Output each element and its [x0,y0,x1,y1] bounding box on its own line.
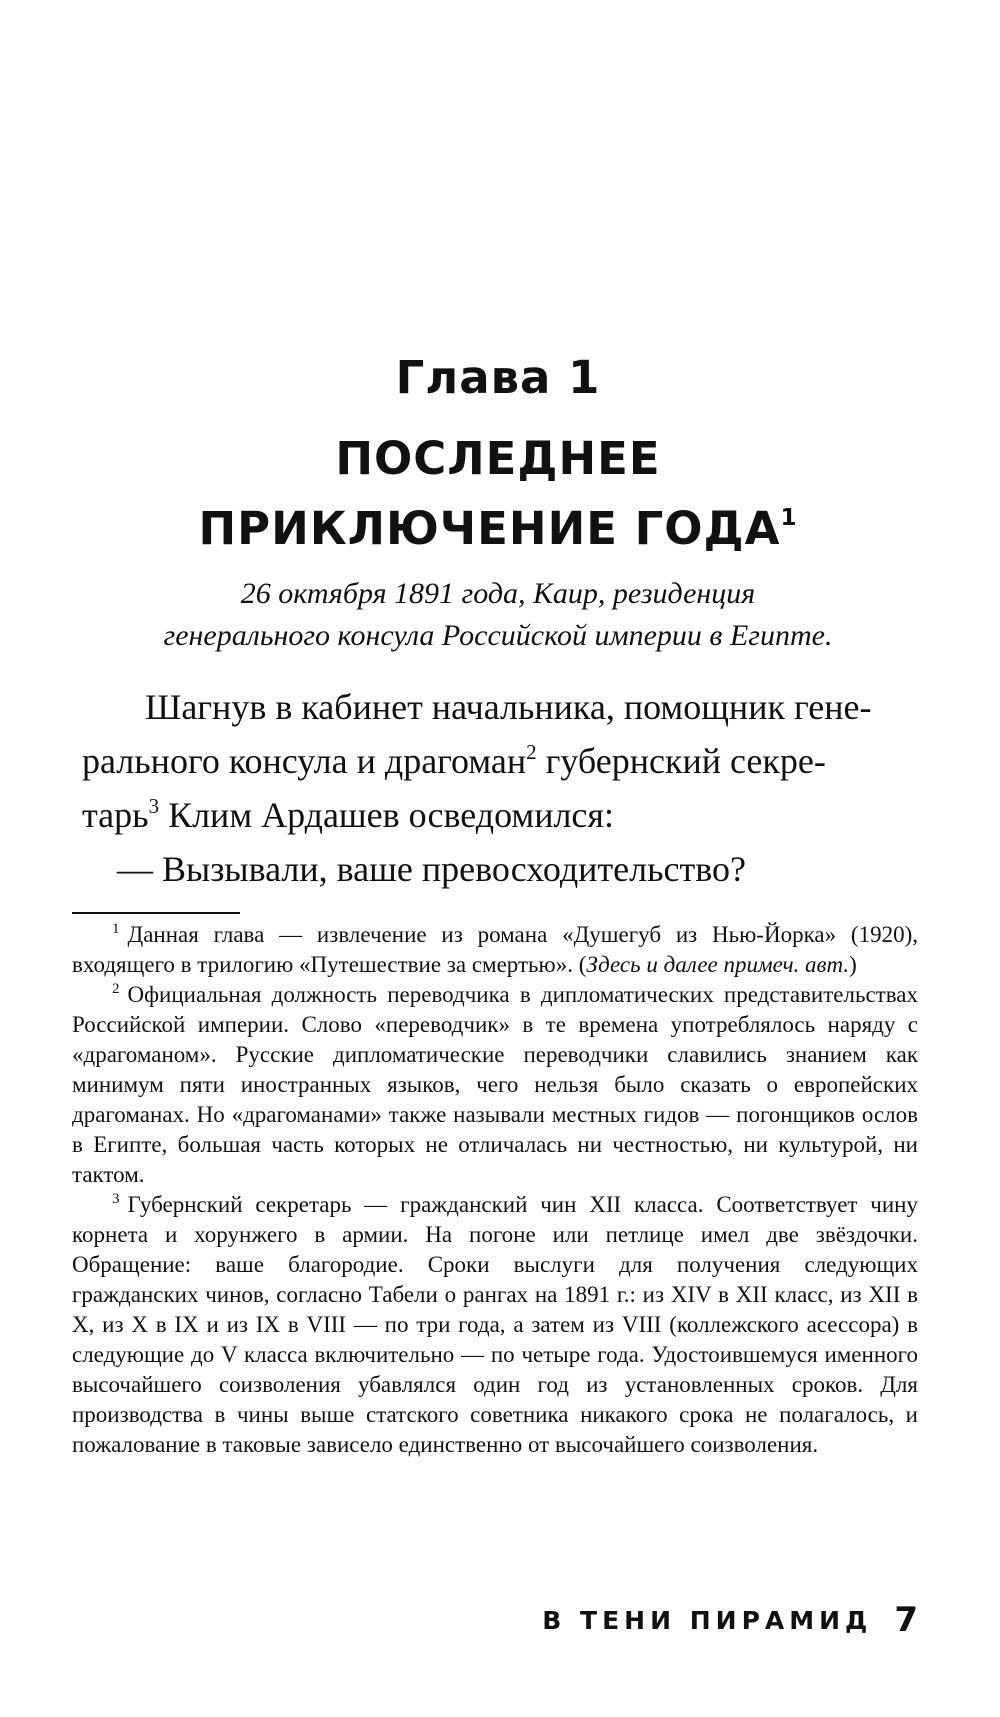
running-footer [0,1600,918,1640]
footnote-number: 1 [112,921,120,937]
running-title: В ТЕНИ ПИРАМИД [542,1605,873,1635]
footnote-italic-note: Здесь и далее примеч. авт. [586,952,850,977]
footnote-number: 2 [112,981,120,997]
body-line-3 [82,788,917,842]
chapter-title-line-1: ПОСЛЕДНЕЕ [335,432,661,485]
footnote-1 [72,920,918,980]
body-line-2 [82,734,917,788]
footnote-2 [72,980,918,1190]
chapter-title-line-2 [0,494,996,564]
footnote-text: Губернский секретарь — гражданский чин XII класса. Соответствует чину корнета и хорунжего в армии. На погоне или петлице имел две звёздочки. Обращение: ваше благородие. Сроки выслуги для получения следующих гражданских чинов, согласно Табели о рангах на 1891 г.: из XIV в XII класс, из XII в X, из X в IX и из IX в VIII — по три года, а затем из VIII (коллежского асессора) в следующие до V класса включительно — по четыре года. Удостоившемуся именного высочайшего соизволения убавлялся один год из установленных сроков. Для производства в чины выше статского советника никакого срока не полагалось, и пожалование в таковые зависело единственно от высочайшего соизволения. [72,1192,918,1457]
chapter-label: Глава 1 [395,351,601,404]
body-line-1: Шагнув в кабинет начальника, помощник гене- [145,687,872,727]
epigraph-line-1: 26 октября 1891 года, Каир, резиденция [240,577,756,610]
footnote-ref-3[interactable]: 3 [148,794,160,818]
footnote-3 [72,1190,918,1460]
footnote-divider [72,912,240,914]
footnote-ref-2[interactable]: 2 [526,740,537,764]
epigraph [0,573,996,657]
epigraph-line-2: генерального консула Российской империи в Египте. [163,619,833,652]
body-line-3-part-b: Клим Ардашев осведомился: [159,795,614,835]
chapter-title [0,424,996,564]
body-text [82,680,917,896]
page-number: 7 [894,1600,918,1640]
footnotes [72,920,918,1460]
body-line-2-part-b: губернский секре- [536,741,826,781]
body-line-2-part-a: рального консула и драгоман [82,741,527,781]
footnote-text: Официальная должность переводчика в дипломатических представительствах Российской империи. Слово «переводчик» в те времена употреблялось наряду с «драгоманом». Русские дипломатические переводчики славились знанием как минимум пяти иностранных языков, чего нельзя было сказать о европейских драгоманах. Но «драгоманами» также называли местных гидов — погонщиков ослов в Египте, большая часть которых не отличалась ни честностью, ни культурой, ни тактом. [72,982,918,1187]
chapter-title-line-2-text: ПРИКЛЮЧЕНИЕ ГОДА [198,502,781,555]
footnote-ref-1[interactable]: 1 [780,505,798,531]
footnote-number: 3 [112,1191,120,1207]
body-line-4: — Вызывали, ваше превосходительство? [117,849,746,889]
footnote-text-end: ) [849,952,857,977]
body-line-3-part-a: тарь [82,795,149,835]
footnote-text: Данная глава — извлечение из романа «Душегуб из Нью-Йорка» (1920), входящего в трилогию «Путешествие за смертью». ( [72,922,918,977]
